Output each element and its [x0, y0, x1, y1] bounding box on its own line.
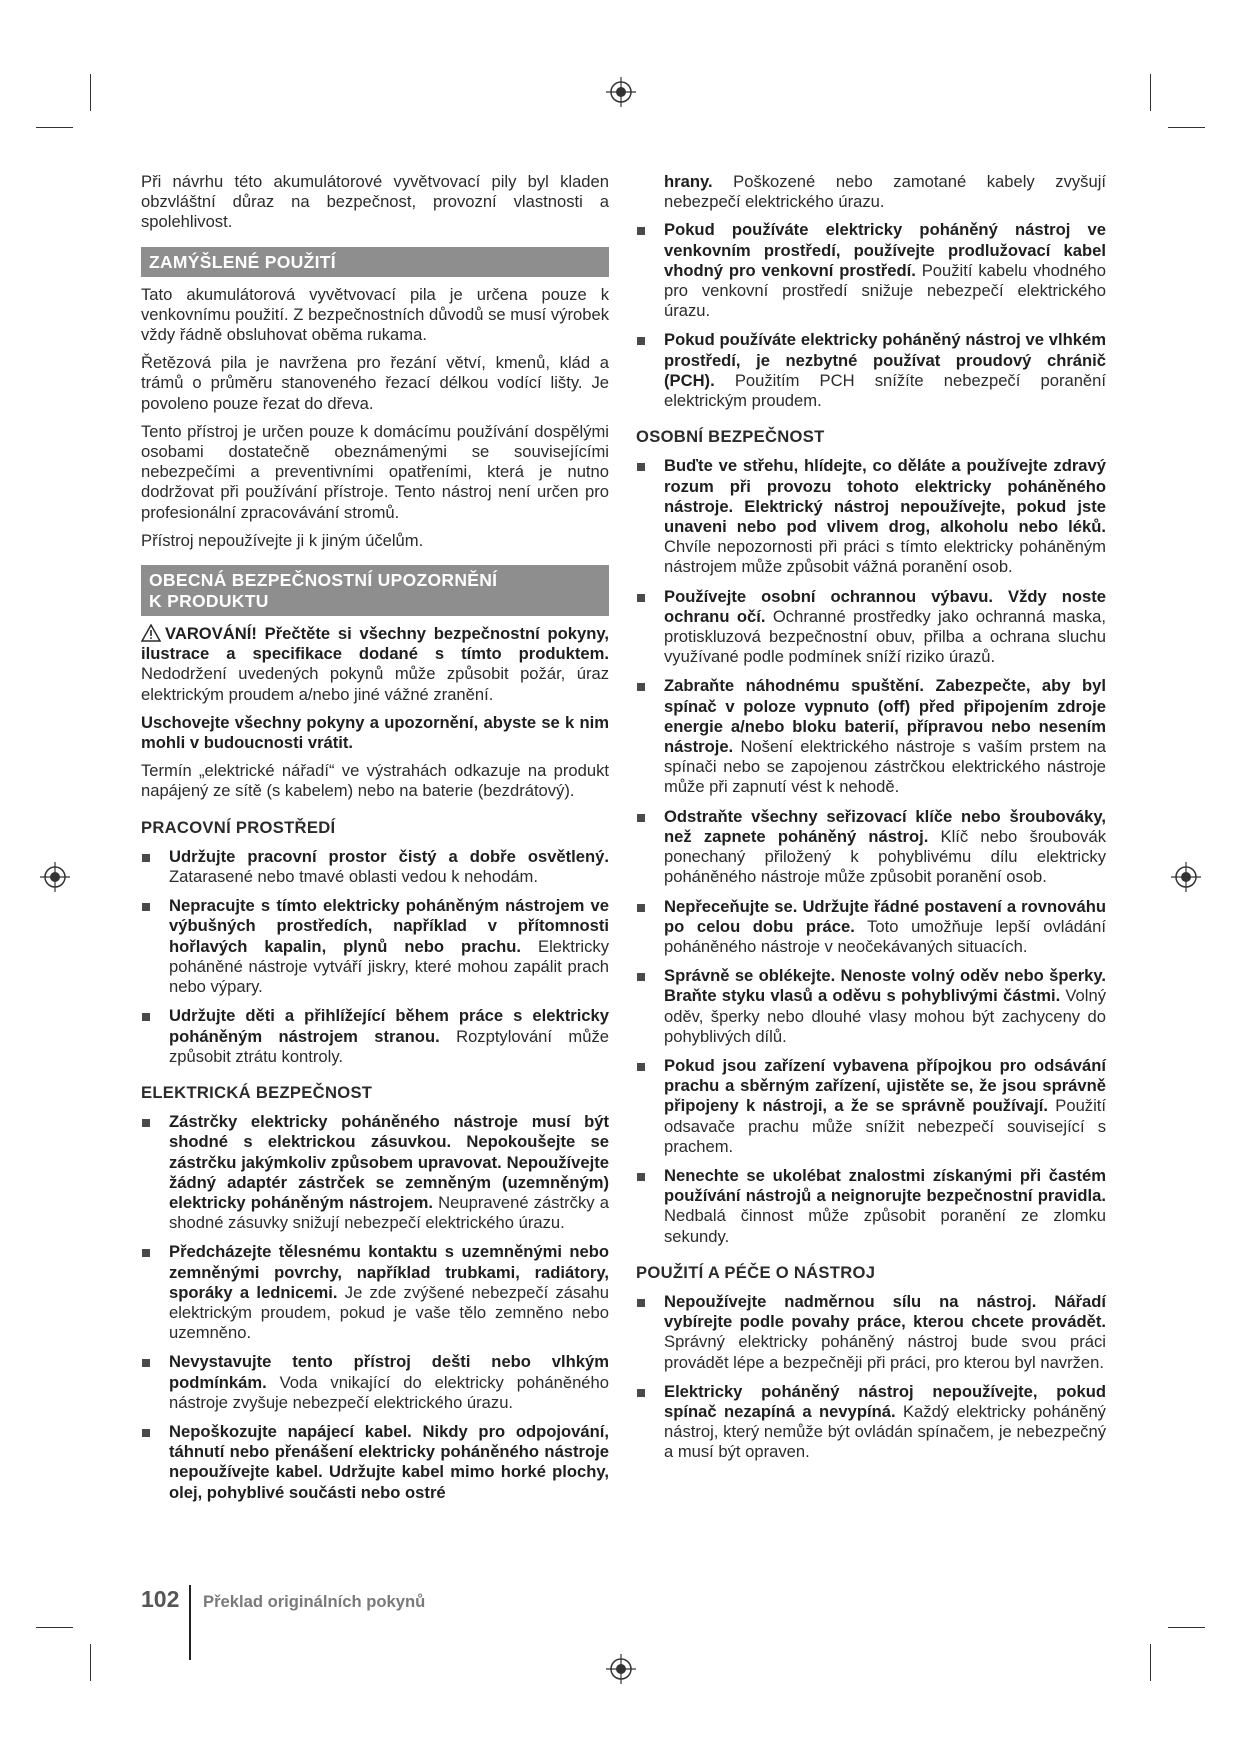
item-bold: Pokud používáte elektricky poháněný nástroj ve vlhkém prostředí, je nezbytné používat proudový chránič (PCH). [664, 330, 1106, 390]
list-item [636, 807, 1106, 888]
item-bold: Nenechte se ukolébat znalostmi získanými při častém používání nástrojů a neignorujte bezpečnostní pravidla. [664, 1165, 1106, 1206]
item-bold: Nepřeceňujte se. Udržujte řádné postavení a rovnováhu po celou dobu práce. [664, 896, 1106, 936]
list-item [636, 456, 1106, 577]
footer-divider [189, 1585, 191, 1660]
crop-mark [90, 74, 91, 111]
paragraph: Přístroj nepoužívejte ji k jiným účelům. [141, 530, 424, 550]
item-bold: Udržujte děti a přihlížející během práce s elektricky poháněným nástrojem stranou. [169, 1006, 609, 1046]
item-bold: Udržujte pracovní prostor čistý a dobře osvětlený. [169, 846, 609, 866]
item-text: Použitím PCH snížíte nebezpečí poranění elektrickým proudem. [664, 370, 1106, 411]
item-text: Nedbalá činnost může způsobit poranění ze zlomku sekundy. [664, 1206, 1106, 1246]
list-item [636, 676, 1106, 797]
continued-item [636, 172, 1106, 212]
paragraph: Tento přístroj je určen pouze k domácímu používání dospělými osobami dostatečně obeznámenými se souvisejícími nebezpečími a preventivními opatřeními, která je nutno dodržovat při používání přístroje. Tento nástroj není určen pro profesionální zpracovávání stromů. [141, 421, 609, 522]
item-bold: Správně se oblékejte. Nenoste volný oděv nebo šperky. Braňte styku vlasů a oděvu s pohyblivými částmi. [664, 966, 1106, 1006]
list-item [141, 1242, 609, 1343]
list-item [141, 1112, 609, 1233]
page-footer [141, 1586, 179, 1616]
paragraph: Tato akumulátorová vyvětvovací pila je určena pouze k venkovnímu použití. Z bezpečnostních důvodů se musí výrobek vždy řádně obsluhovat oběma rukama. [141, 284, 609, 345]
list-item [636, 966, 1106, 1047]
item-bold-part1: Nepoškozujte napájecí kabel. Nikdy pro odpojování, táhnutí nebo přenášení elektricky poháněného nástroje nepoužívejte kabel. Udržujte kabel mimo horké plochy, olej, pohyblivé součásti nebo ostré [169, 1421, 609, 1502]
item-bold: Zabraňte náhodnému spuštění. Zabezpečte, aby byl spínač v poloze vypnuto (off) před připojením zdroje energie a/nebo bloku baterií, přípravou nebo nesením nástroje. [664, 676, 1106, 757]
list-item [141, 1352, 609, 1413]
warning-bold: VAROVÁNÍ! Přečtěte si všechny bezpečnostní pokyny, ilustrace a specifikace dodané s tímto produktem. [141, 624, 609, 664]
paragraph: Řetězová pila je navržena pro řezání větví, kmenů, klád a trámů o průměru stanoveného řezací délkou vodící lišty. Je povoleno pouze řezat do dřeva. [141, 353, 609, 413]
item-bold-part2: hrany. [664, 172, 713, 191]
right-column [636, 172, 1106, 1472]
subheading-tool-use-care: POUŽITÍ A PÉČE O NÁSTROJ [636, 1262, 876, 1282]
banner-line: OBECNÁ BEZPEČNOSTNÍ UPOZORNĚNÍ [149, 570, 498, 591]
crop-mark [90, 1644, 91, 1681]
warning-text: Nedodržení uvedených pokynů může způsobit požár, úraz elektrickým proudem a/nebo jiné vážné zranění. [141, 664, 609, 704]
crop-mark [36, 1627, 73, 1628]
subheading-work-area: PRACOVNÍ PROSTŘEDÍ [141, 817, 336, 837]
page-number: 102 [141, 1586, 180, 1612]
item-text: Poškozené nebo zamotané kabely zvyšují nebezpečí elektrického úrazu. [664, 172, 1106, 212]
item-text: Toto umožňuje lepší ovládání poháněného nástroje v neočekávaných situacích. [664, 916, 1106, 956]
item-text: Klíč nebo šroubovák ponechaný přiložený k pohyblivému dílu elektricky poháněného nástroje může způsobit poranění osob. [664, 826, 1107, 887]
item-bold: Nepracujte s tímto elektricky poháněným nástrojem ve výbušných prostředích, například v přítomnosti hořlavých kapalin, plynů nebo prachu. [169, 896, 609, 956]
crop-mark [1150, 1644, 1151, 1681]
item-text: Chvíle nepozornosti při práci s tímto elektricky poháněným nástrojem může způsobit vážná poranění osob. [664, 537, 1106, 577]
list-item [636, 1382, 1106, 1463]
section-banner-general-safety [141, 565, 609, 616]
list-item [141, 1422, 609, 1503]
banner-line: K PRODUKTU [149, 591, 269, 612]
item-text: Ochranné prostředky jako ochranná maska, protiskluzová bezpečnostní obuv, přilba a ochrana sluchu využívané podle podmínek sníží riziko úrazů. [664, 606, 1107, 667]
list-item [636, 330, 1106, 411]
registration-mark-icon [606, 77, 636, 107]
subheading-personal-safety: OSOBNÍ BEZPEČNOST [636, 427, 825, 447]
item-text: Voda vnikající do elektricky poháněného nástroje zvyšuje nebezpečí elektrického úrazu. [169, 1372, 609, 1412]
item-text: Každý elektricky poháněný nástroj, který nemůže být ovládán spínačem, je nebezpečný a musí být opraven. [664, 1401, 1106, 1462]
item-text: Je zde zvýšené nebezpečí zásahu elektrickým proudem, pokud je vaše tělo zemněno nebo uzemněno. [169, 1282, 610, 1343]
term-note: Termín „elektrické nářadí“ ve výstrahách odkazuje na produkt napájený ze sítě (s kabelem) nebo na baterie (bezdrátový). [141, 761, 609, 801]
item-bold: Odstraňte všechny seřizovací klíče nebo šroubováky, než zapnete poháněný nástroj. [664, 806, 1106, 846]
crop-mark [1150, 74, 1151, 111]
warning-triangle-icon [141, 624, 161, 642]
intro-paragraph: Při návrhu této akumulátorové vyvětvovací pily byl kladen obzvláštní důraz na bezpečnost, provozní vlastnosti a spolehlivost. [141, 172, 609, 232]
registration-mark-icon [40, 862, 70, 892]
item-text: Správný elektricky poháněný nástroj bude svou práci provádět lépe a bezpečněji při práci, pro kterou byl navržen. [664, 1332, 1106, 1372]
item-bold: Pokud používáte elektricky poháněný nástroj ve venkovním prostředí, používejte prodlužovací kabel vhodný pro venkovní prostředí. [664, 220, 1106, 280]
item-bold: Zástrčky elektricky poháněného nástroje musí být shodné s elektrickou zásuvkou. Nepokoušejte se zástrčku jakýmkoliv způsobem upravovat. Nepoužívejte žádný adaptér zástrček se zemněným (uzemněným) elektricky poháněným nástrojem. [169, 1112, 609, 1212]
item-text: Použití odsavače prachu může snížit nebezpečí související s prachem. [664, 1096, 1107, 1156]
crop-mark [1168, 127, 1205, 128]
item-text: Elektricky poháněné nástroje vytváří jiskry, které mohou zapálit prach nebo výpary. [169, 936, 609, 997]
list-item [636, 587, 1106, 668]
item-bold: Elektricky poháněný nástroj nepoužívejte, pokud spínač nezapíná a nevypíná. [664, 1381, 1106, 1421]
item-text: Zatarasené nebo tmavé oblasti vedou k nehodám. [169, 867, 538, 887]
item-bold: Pokud jsou zařízení vybavena přípojkou pro odsávání prachu a sběrným zařízení, ujistěte se, že jsou správně připojeny k nástroji, a že se správně používají. [664, 1055, 1106, 1116]
keep-instructions: Uschovejte všechny pokyny a upozornění, abyste se k nim mohli v budoucnosti vrátit. [141, 712, 609, 753]
list-item [636, 1166, 1106, 1247]
warning-paragraph [141, 624, 609, 705]
list-item [636, 1292, 1106, 1373]
list-item [636, 1056, 1106, 1157]
footer-title: Překlad originálních pokynů [203, 1592, 426, 1611]
registration-mark-icon [1171, 862, 1201, 892]
item-bold: Používejte osobní ochrannou výbavu. Vždy noste ochranu očí. [664, 586, 1106, 626]
list-item [141, 1006, 609, 1067]
item-bold: Nepoužívejte nadměrnou sílu na nástroj. Nářadí vybírejte podle povahy práce, kterou chcete provádět. [664, 1291, 1106, 1332]
list-item [636, 220, 1106, 321]
crop-mark [1168, 1627, 1205, 1628]
list-item [636, 897, 1106, 958]
crop-mark [36, 127, 73, 128]
item-text: Volný oděv, šperky nebo dlouhé vlasy mohou být zachyceny do pohyblivých dílů. [664, 986, 1106, 1046]
item-bold: Buďte ve střehu, hlídejte, co děláte a používejte zdravý rozum při provozu tohoto elektricky poháněného nástroje. Elektrický nástroj nepoužívejte, pokud jste unaveni nebo pod vlivem drog, alkoholu nebo léků. [664, 456, 1106, 537]
item-text: Neupravené zástrčky a shodné zásuvky snižují nebezpečí elektrického úrazu. [169, 1192, 609, 1233]
list-item [141, 847, 609, 887]
item-text: Použití kabelu vhodného pro venkovní prostředí snižuje nebezpečí elektrického úrazu. [664, 260, 1106, 321]
section-banner-intended-use: ZAMÝŠLENÉ POUŽITÍ [141, 247, 609, 277]
item-bold: Nevystavujte tento přístroj dešti nebo vlhkým podmínkám. [169, 1352, 609, 1392]
item-bold: Předcházejte tělesnému kontaktu s uzemněnými nebo zemněnými povrchy, například trubkami, radiátory, sporáky a lednicemi. [169, 1242, 609, 1302]
left-column [141, 172, 609, 1503]
item-text: Rozptylování může způsobit ztrátu kontroly. [169, 1026, 609, 1066]
registration-mark-icon [606, 1654, 636, 1684]
item-text: Nošení elektrického nástroje s vaším prstem na spínači nebo se zapojenou zástrčkou elektrického nástroje může při zapnutí vést k nehodě. [664, 737, 1106, 797]
list-item [141, 896, 609, 997]
subheading-electrical-safety: ELEKTRICKÁ BEZPEČNOST [141, 1082, 373, 1102]
